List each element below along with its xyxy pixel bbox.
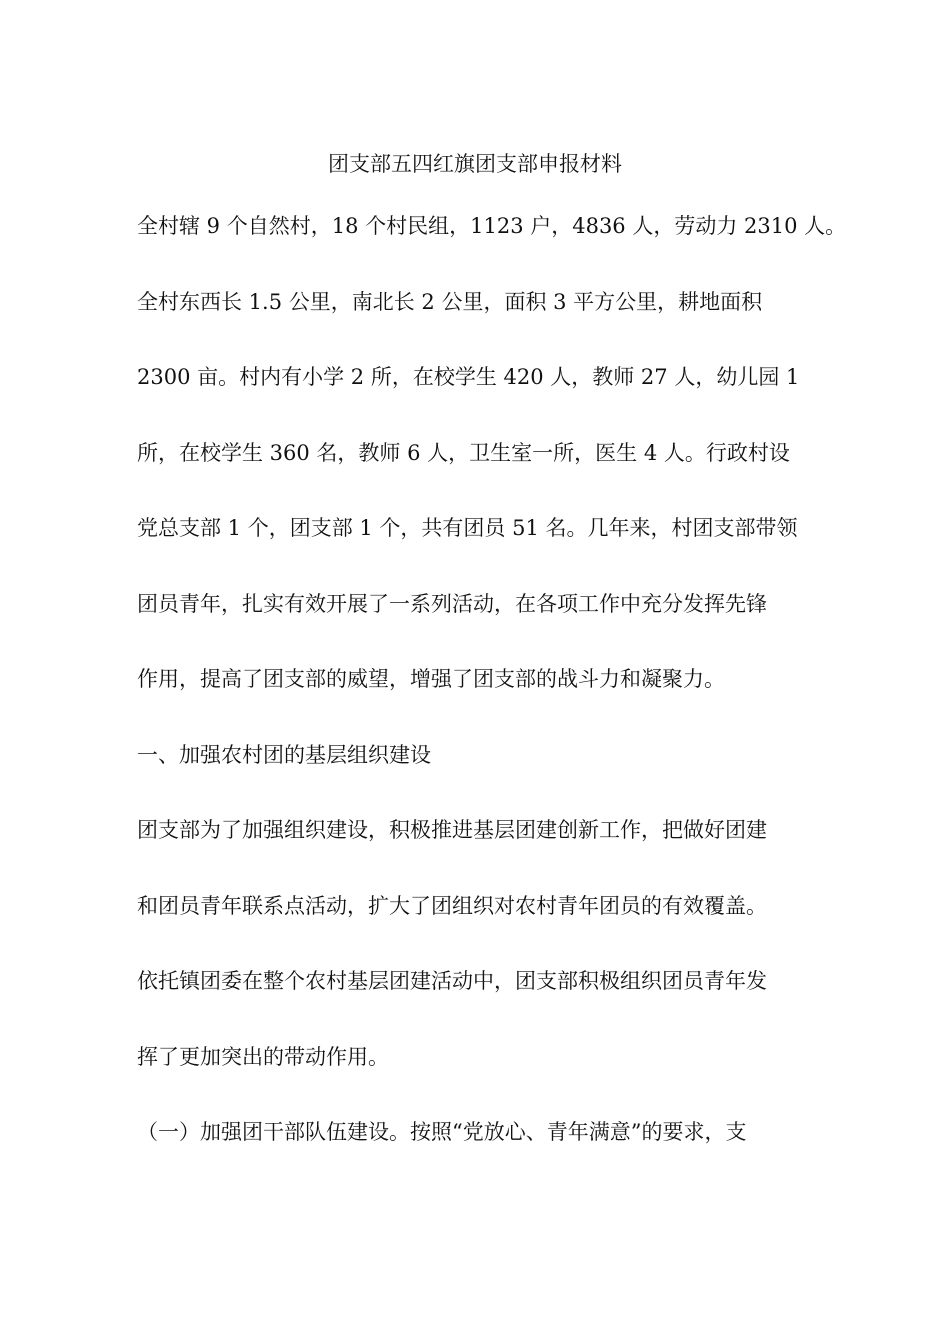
body-line-11: 依托镇团委在整个农村基层团建活动中，团支部积极组织团员青年发 <box>137 969 767 993</box>
body-line-5: 党总支部 1 个，团支部 1 个，共有团员 51 名。几年来，村团支部带领 <box>137 516 798 540</box>
body-line-7: 作用，提高了团支部的威望，增强了团支部的战斗力和凝聚力。 <box>137 667 725 691</box>
document-body <box>137 208 847 1190</box>
body-line-2: 全村东西长 1.5 公里，南北长 2 公里，面积 3 平方公里，耕地面积 <box>137 289 763 314</box>
section-heading: 一、加强农村团的基层组织建设 <box>137 742 431 767</box>
body-line-1: 全村辖 9 个自然村，18 个村民组，1123 户，4836 人，劳动力 2310 人。 <box>137 214 847 238</box>
body-line-10: 和团员青年联系点活动，扩大了团组织对农村青年团员的有效覆盖。 <box>137 893 767 918</box>
body-line-4: 所，在校学生 360 名，教师 6 人，卫生室一所，医生 4 人。行政村设 <box>137 440 790 465</box>
body-line-12: 挥了更加突出的带动作用。 <box>137 1044 389 1069</box>
body-line-9: 团支部为了加强组织建设，积极推进基层团建创新工作，把做好团建 <box>137 818 767 842</box>
document-title: 团支部五四红旗团支部申报材料 <box>328 152 622 176</box>
subsection-line: （一）加强团干部队伍建设。按照“党放心、青年满意”的要求，支 <box>137 1120 747 1144</box>
body-line-6: 团员青年，扎实有效开展了一系列活动，在各项工作中充分发挥先锋 <box>137 591 767 616</box>
body-line-3: 2300 亩。村内有小学 2 所，在校学生 420 人，教师 27 人，幼儿园 1 <box>137 365 800 389</box>
